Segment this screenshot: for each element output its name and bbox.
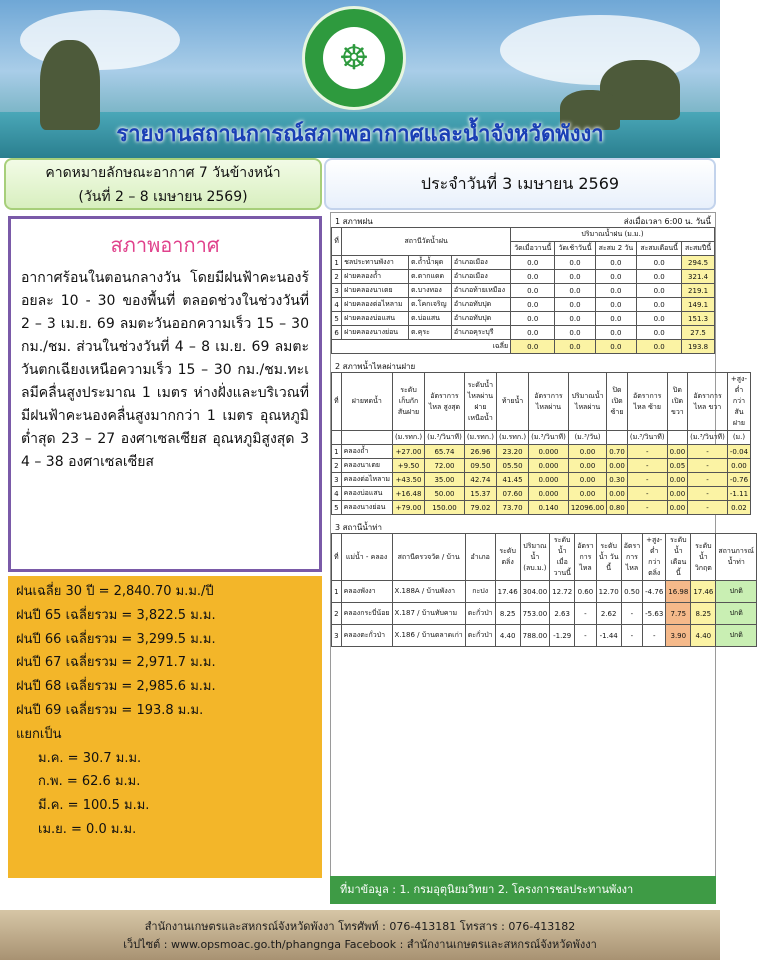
table-cell: 0.0 — [637, 298, 682, 312]
table-cell: 0.0 — [511, 270, 555, 284]
table-cell: 73.70 — [496, 501, 528, 515]
table-cell: 0.02 — [727, 501, 750, 515]
table-cell: อัตราการไหล — [575, 534, 596, 581]
table-cell: คลองกระบี่น้อย — [341, 603, 392, 625]
table-cell: ชลประทานพังงา — [342, 256, 409, 270]
table-cell: ต.บางทอง — [408, 284, 451, 298]
table-row — [332, 625, 757, 647]
table-cell: 0.0 — [637, 326, 682, 340]
footer-website: เว็ปไซต์ : www.opsmoac.go.th/phangnga Facebook : สำนักงานเกษตรและสหกรณ์จังหวัดพังงา — [123, 938, 597, 951]
table-cell: 0.70 — [607, 445, 628, 459]
table-cell: - — [643, 625, 666, 647]
table-cell: 0.00 — [607, 459, 628, 473]
table-cell: 0.0 — [637, 256, 682, 270]
table-cell: - — [688, 459, 728, 473]
table-cell: X.187 / บ้านทับคาม — [392, 603, 465, 625]
table-cell: - — [621, 625, 642, 647]
table-cell: 0.60 — [575, 581, 596, 603]
table-cell: 1 — [332, 256, 342, 270]
table-row — [332, 284, 715, 298]
table-cell: ปกติ — [716, 581, 757, 603]
table-cell: ฝายคลองบ่อแสน — [342, 312, 409, 326]
table-cell: - — [575, 625, 596, 647]
section3-title: 3 สถานีน้ำท่า — [335, 523, 383, 532]
table-cell: 0.05 — [667, 459, 688, 473]
table-cell: 304.00 — [520, 581, 550, 603]
table-row — [332, 581, 757, 603]
table-cell: ต.บ่อแสน — [408, 312, 451, 326]
table-cell: 0.000 — [529, 487, 569, 501]
table-cell: ตะกั่วป่า — [465, 603, 495, 625]
table-cell — [341, 431, 392, 445]
table-cell: 2.63 — [550, 603, 575, 625]
table-cell: 8.25 — [495, 603, 520, 625]
table-cell: 0.000 — [529, 473, 569, 487]
table-cell: 2 — [332, 603, 342, 625]
table-row — [332, 312, 715, 326]
runoff-table — [331, 533, 757, 647]
table-cell: 0.0 — [511, 326, 555, 340]
ministry-logo: ☸ — [302, 6, 406, 110]
table-cell: ปริมาณน้ำ (ลบ.ม.) — [520, 534, 550, 581]
table-cell: ระดับน้ำไหลผ่านฝาย เหนือน้ำ — [464, 373, 496, 431]
table-cell: อัตราการไหล — [621, 534, 642, 581]
table-cell: 5 — [332, 312, 342, 326]
table-cell: 0.000 — [529, 459, 569, 473]
table-cell: -0.04 — [727, 445, 750, 459]
table-cell: 150.00 — [425, 501, 465, 515]
rainfall-summary — [8, 576, 322, 878]
table-cell: คลองบ่อแสน — [341, 487, 392, 501]
table-cell: (ม.³/วัน) — [568, 431, 606, 445]
table-cell: - — [688, 445, 728, 459]
table-cell: 321.4 — [682, 270, 715, 284]
table-cell: 0.00 — [568, 473, 606, 487]
table-cell: ที่ — [332, 373, 342, 431]
table-cell: อัตราการไหล ซ้าย — [627, 373, 667, 431]
table-cell: ฝายคลองนางย่อน — [342, 326, 409, 340]
table-cell: - — [627, 445, 667, 459]
table-cell: -1.44 — [596, 625, 621, 647]
table-cell: 09.50 — [464, 459, 496, 473]
table-cell: ฝายคลองถ้ำ — [342, 270, 409, 284]
table-cell: 0.0 — [511, 298, 555, 312]
table-cell: คลองตะกั่วป่า — [341, 625, 392, 647]
table-cell: 15.37 — [464, 487, 496, 501]
table-cell: 0.00 — [568, 459, 606, 473]
table-cell: ต.โคกเจริญ — [408, 298, 451, 312]
table-cell: - — [621, 603, 642, 625]
table-cell: 79.02 — [464, 501, 496, 515]
table-cell: 0.0 — [555, 256, 595, 270]
table-cell: 65.74 — [425, 445, 465, 459]
table-row — [332, 603, 757, 625]
table-cell: อำเภอท้ายเหมือง — [451, 284, 510, 298]
table-cell: 0.0 — [555, 326, 595, 340]
table-row — [332, 487, 751, 501]
table-row — [332, 326, 715, 340]
table-cell: 0.00 — [607, 487, 628, 501]
data-source: ที่มาข้อมูล : 1. กรมอุตุนิยมวิทยา 2. โครงการชลประทานพังงา — [330, 876, 716, 904]
table-cell: 3 — [332, 473, 342, 487]
rain-month: เม.ย. = 0.0 ม.ม. — [38, 821, 137, 837]
table-cell: - — [688, 501, 728, 515]
table-cell: +43.50 — [392, 473, 424, 487]
table-cell: (ม.) — [727, 431, 750, 445]
table-cell: 0.0 — [595, 326, 637, 340]
table-cell — [667, 431, 688, 445]
page-title: รายงานสถานการณ์สภาพอากาศและน้ำจังหวัดพังงา — [116, 121, 604, 147]
table-cell: ระดับเก็บกัก สันฝาย — [392, 373, 424, 431]
table-row — [332, 445, 751, 459]
table-cell: (ม.รทก.) — [392, 431, 424, 445]
table-cell: 294.5 — [682, 256, 715, 270]
table-cell: 0.80 — [607, 501, 628, 515]
table-cell: 0.0 — [595, 270, 637, 284]
table-cell: แม่น้ำ - คลอง — [341, 534, 392, 581]
table-row — [332, 501, 751, 515]
table-cell: 0.0 — [595, 284, 637, 298]
table-cell: (ม.รทก.) — [464, 431, 496, 445]
table-cell: 5 — [332, 501, 342, 515]
table-cell: 1 — [332, 445, 342, 459]
table-cell: +สูง-ต่ำกว่าสันฝาย — [727, 373, 750, 431]
table-cell: 0.00 — [667, 445, 688, 459]
table-cell: - — [688, 473, 728, 487]
forecast-line1: คาดหมายลักษณะอากาศ 7 วันข้างหน้า — [45, 165, 281, 181]
table-cell: ปิดเปิด ซ้าย — [607, 373, 628, 431]
table-cell: 0.0 — [555, 312, 595, 326]
table-cell: 27.5 — [682, 326, 715, 340]
table-cell: 0.0 — [595, 312, 637, 326]
table-cell: อัตราการไหลผ่าน — [529, 373, 569, 431]
table-cell: 0.00 — [727, 459, 750, 473]
footer-contact: สำนักงานเกษตรและสหกรณ์จังหวัดพังงา โทรศัพท์ : 076-413181 โทรสาร : 076-413182 — [144, 920, 576, 933]
table-cell: 0.0 — [555, 298, 595, 312]
table-cell: 2 — [332, 459, 342, 473]
rain-month: มี.ค. = 100.5 ม.ม. — [38, 798, 150, 814]
report-date: ประจำวันที่ 3 เมษายน 2569 — [324, 158, 716, 210]
table-cell: (ม.รทก.) — [496, 431, 528, 445]
table-cell: - — [627, 459, 667, 473]
rain-line: ฝนปี 65 เฉลี่ยรวม = 3,822.5 ม.ม. — [16, 607, 216, 623]
table-cell: 0.0 — [637, 284, 682, 298]
table-cell: คลองพังงา — [341, 581, 392, 603]
table-cell: ระดับน้ำ เมื่อวานนี้ — [550, 534, 575, 581]
table-cell: อัตราการไหล ขวา — [688, 373, 728, 431]
table-cell: อำเภอ — [465, 534, 495, 581]
rain-month: ม.ค. = 30.7 ม.ม. — [38, 750, 142, 766]
forecast-line2: (วันที่ 2 – 8 เมษายน 2569) — [78, 189, 248, 205]
table-cell: 0.00 — [667, 473, 688, 487]
table-cell: 17.46 — [495, 581, 520, 603]
table-cell: - — [627, 487, 667, 501]
table-cell: สถานีตรวจวัด / บ้าน — [392, 534, 465, 581]
report-sheet — [330, 212, 755, 904]
table-cell: (ม.³/วินาที) — [688, 431, 728, 445]
table-cell: ตะกั่วป่า — [465, 625, 495, 647]
table-cell: +27.00 — [392, 445, 424, 459]
table-cell: 17.46 — [691, 581, 716, 603]
footer — [0, 910, 720, 960]
rain-line: แยกเป็น — [16, 726, 62, 742]
table-cell: 1 — [332, 581, 342, 603]
table-cell: 07.60 — [496, 487, 528, 501]
table-cell: คลองนาเตย — [341, 459, 392, 473]
table-cell: 42.74 — [464, 473, 496, 487]
table-cell: ฝายทดน้ำ — [341, 373, 392, 431]
table-row — [332, 473, 751, 487]
table-cell: (ม.³/วินาที) — [529, 431, 569, 445]
table-cell: 0.0 — [595, 256, 637, 270]
table-cell: 0.00 — [667, 501, 688, 515]
table-cell: อำเภอคุระบุรี — [451, 326, 510, 340]
table-cell: - — [688, 487, 728, 501]
sent-time: ส่งเมื่อเวลา 6:00 น. วันนี้ — [623, 217, 711, 226]
table-cell: 12096.00 — [568, 501, 606, 515]
table-cell: 4.40 — [691, 625, 716, 647]
header-banner — [0, 0, 720, 158]
table-cell: ปกติ — [716, 603, 757, 625]
table-cell: 0.000 — [529, 445, 569, 459]
table-cell: ระดับน้ำ วิกฤต — [691, 534, 716, 581]
table-cell: 3 — [332, 284, 342, 298]
table-cell: +สูง-ต่ำ กว่าตลิ่ง — [643, 534, 666, 581]
table-cell: 219.1 — [682, 284, 715, 298]
table-cell: คลองต่อไหลาม — [341, 473, 392, 487]
table-cell: (ม.³/วินาที) — [627, 431, 667, 445]
rain-month: ก.พ. = 62.6 ม.ม. — [38, 774, 141, 790]
table-cell: 149.1 — [682, 298, 715, 312]
table-cell: ท้ายน้ำ — [496, 373, 528, 431]
rain-line: ฝนปี 67 เฉลี่ยรวม = 2,971.7 ม.ม. — [16, 655, 216, 671]
table-cell: 0.0 — [555, 270, 595, 284]
table-cell: - — [627, 501, 667, 515]
table-cell: อัตราการไหล สูงสุด — [425, 373, 465, 431]
table-cell: - — [575, 603, 596, 625]
table-cell: ปริมาณน้ำไหลผ่าน — [568, 373, 606, 431]
forecast-heading — [4, 158, 322, 210]
table-cell: คลองนางย่อน — [341, 501, 392, 515]
table-cell: 0.00 — [568, 487, 606, 501]
table-cell: กะปง — [465, 581, 495, 603]
rain-line: ฝนปี 68 เฉลี่ยรวม = 2,985.6 ม.ม. — [16, 679, 216, 695]
table-cell: ฝายคลองนาเตย — [342, 284, 409, 298]
table-cell: ปกติ — [716, 625, 757, 647]
table-cell: ปิดเปิด ขวา — [667, 373, 688, 431]
table-cell — [607, 431, 628, 445]
table-cell: 2.62 — [596, 603, 621, 625]
table-cell: 26.96 — [464, 445, 496, 459]
table-cell: 3.90 — [666, 625, 691, 647]
table-cell: ที่ — [332, 534, 342, 581]
table-cell: 8.25 — [691, 603, 716, 625]
table-cell: 0.0 — [511, 256, 555, 270]
rain-line: ฝนปี 66 เฉลี่ยรวม = 3,299.5 ม.ม. — [16, 631, 216, 647]
table-cell: 16.98 — [666, 581, 691, 603]
table-cell: 35.00 — [425, 473, 465, 487]
table-cell: 0.0 — [637, 270, 682, 284]
table-cell: 0.00 — [568, 445, 606, 459]
table-cell: (ม.³/วินาที) — [425, 431, 465, 445]
table-cell: สถานการณ์น้ำท่า — [716, 534, 757, 581]
table-cell: 0.140 — [529, 501, 569, 515]
weather-panel — [8, 216, 322, 572]
table-cell: 4.40 — [495, 625, 520, 647]
table-cell: +16.48 — [392, 487, 424, 501]
rainfall-table: ที่ สถานีวัดน้ำฝน ปริมาณน้ำฝน (ม.ม.) วัดเมื่อวานนี้ วัดเช้าวันนี้ สะสม 2 วัน สะสมเดือนนี้ สะสมปีนี้ 1 ชลประทานพังงา ต.ถ้ำน้ำผุด อำเภอเมือง 0.0 0.0 0.0 0.0 294.5 2 ฝายคลองถ้ำ ต.ตากแดด อำเภอเมือง 0.0 0.0 0.0 0.0 321.4 3 ฝายคลองนาเตย ต.บางทอง อำเภอท้ายเหมือง 0.0 0.0 0.0 0.0 219.1 4 ฝายคลองต่อไหลาม ต.โคกเจริญ อำเภอทับปุด 0.0 0.0 0.0 0.0 149.1 5 ฝายคลองบ่อแสน ต.บ่อแสน อำเภอทับปุด 0.0 0.0 0.0 0.0 151.3 6 ฝายคลองนางย่อน ต.คุระ อำเภอคุระบุรี 0.0 0.0 0.0 0.0 27.5 เฉลี่ย 0.0 0.0 0.0 0.0 193.8 — [331, 227, 715, 354]
table-cell: X.188A / บ้านพังงา — [392, 581, 465, 603]
table-cell: 7.75 — [666, 603, 691, 625]
table-cell: 12.70 — [596, 581, 621, 603]
table-cell: 05.50 — [496, 459, 528, 473]
table-cell: อำเภอทับปุด — [451, 298, 510, 312]
table-cell: 0.00 — [667, 487, 688, 501]
table-row — [332, 459, 751, 473]
table-cell: 4 — [332, 298, 342, 312]
table-cell: -1.11 — [727, 487, 750, 501]
table-row — [332, 298, 715, 312]
table-cell: -5.63 — [643, 603, 666, 625]
table-cell: 0.0 — [637, 312, 682, 326]
table-cell: ระดับตลิ่ง — [495, 534, 520, 581]
weir-table — [331, 372, 751, 515]
table-cell: 72.00 — [425, 459, 465, 473]
table-cell: ฝายคลองต่อไหลาม — [342, 298, 409, 312]
table-row — [332, 256, 715, 270]
table-cell: ต.คุระ — [408, 326, 451, 340]
table-cell: 0.0 — [511, 312, 555, 326]
table-cell: -0.76 — [727, 473, 750, 487]
table-cell: -1.29 — [550, 625, 575, 647]
weather-text: อากาศร้อนในตอนกลางวัน โดยมีฝนฟ้าคะนองร้อยละ 10 - 30 ของพื้นที่ ตลอดช่วงในช่วงวันที่ 2 – 3 เม.ย. 69 ลมตะวันออกความเร็ว 15 – 30 กม./ชม. ส่วนในช่วงวันที่ 4 – 8 เม.ย. 69 ลมตะวันตกเฉียงเหนือความเร็ว 15 – 30 กม./ชม.ทะเลมีคลื่นสูงประมาณ 1 เมตร ห่างฝั่งและบริเวณที่มีฝนฟ้าคะนองคลื่นสูงมากกว่า 1 เมตร อุณหภูมิต่ำสุด 23 – 27 องศาเซลเซียส อุณหภูมิสูงสุด 34 – 38 องศาเซลเซียส — [21, 270, 309, 470]
table-cell: - — [627, 473, 667, 487]
table-cell: 0.50 — [621, 581, 642, 603]
table-cell: 23.20 — [496, 445, 528, 459]
table-cell: 788.00 — [520, 625, 550, 647]
table-cell: 50.00 — [425, 487, 465, 501]
table-cell: 2 — [332, 270, 342, 284]
table-cell: +79.00 — [392, 501, 424, 515]
table-cell: 41.45 — [496, 473, 528, 487]
table-cell: X.186 / บ้านตลาดเก่า — [392, 625, 465, 647]
table-cell: ระดับน้ำ เดือนนี้ — [666, 534, 691, 581]
table-cell: 0.0 — [555, 284, 595, 298]
table-cell: อำเภอเมือง — [451, 256, 510, 270]
weather-title: สภาพอากาศ — [110, 233, 220, 257]
rain-line: ฝนเฉลี่ย 30 ปี = 2,840.70 ม.ม./ปี — [16, 584, 214, 599]
table-cell: 12.72 — [550, 581, 575, 603]
rain-line: ฝนปี 69 เฉลี่ยรวม = 193.8 ม.ม. — [16, 702, 204, 718]
table-cell: 0.30 — [607, 473, 628, 487]
section1-title: 1 สภาพฝน ส่งเมื่อเวลา 6:00 น. วันนี้ — [335, 217, 711, 226]
table-row — [332, 270, 715, 284]
table-cell: ต.ถ้ำน้ำผุด — [408, 256, 451, 270]
table-cell: คลองถ้ำ — [341, 445, 392, 459]
table-cell — [332, 431, 342, 445]
table-cell: 151.3 — [682, 312, 715, 326]
table-cell: -4.76 — [643, 581, 666, 603]
table-cell: อำเภอทับปุด — [451, 312, 510, 326]
table-cell: +9.50 — [392, 459, 424, 473]
table-cell: 0.0 — [595, 298, 637, 312]
table-cell: 4 — [332, 487, 342, 501]
table-cell: ระดับน้ำ วันนี้ — [596, 534, 621, 581]
table-cell: 753.00 — [520, 603, 550, 625]
section2-title: 2 สภาพน้ำไหลผ่านฝาย — [335, 362, 416, 371]
table-cell: 3 — [332, 625, 342, 647]
table-cell: ต.ตากแดด — [408, 270, 451, 284]
table-cell: 6 — [332, 326, 342, 340]
table-cell: 0.0 — [511, 284, 555, 298]
table-cell: อำเภอเมือง — [451, 270, 510, 284]
